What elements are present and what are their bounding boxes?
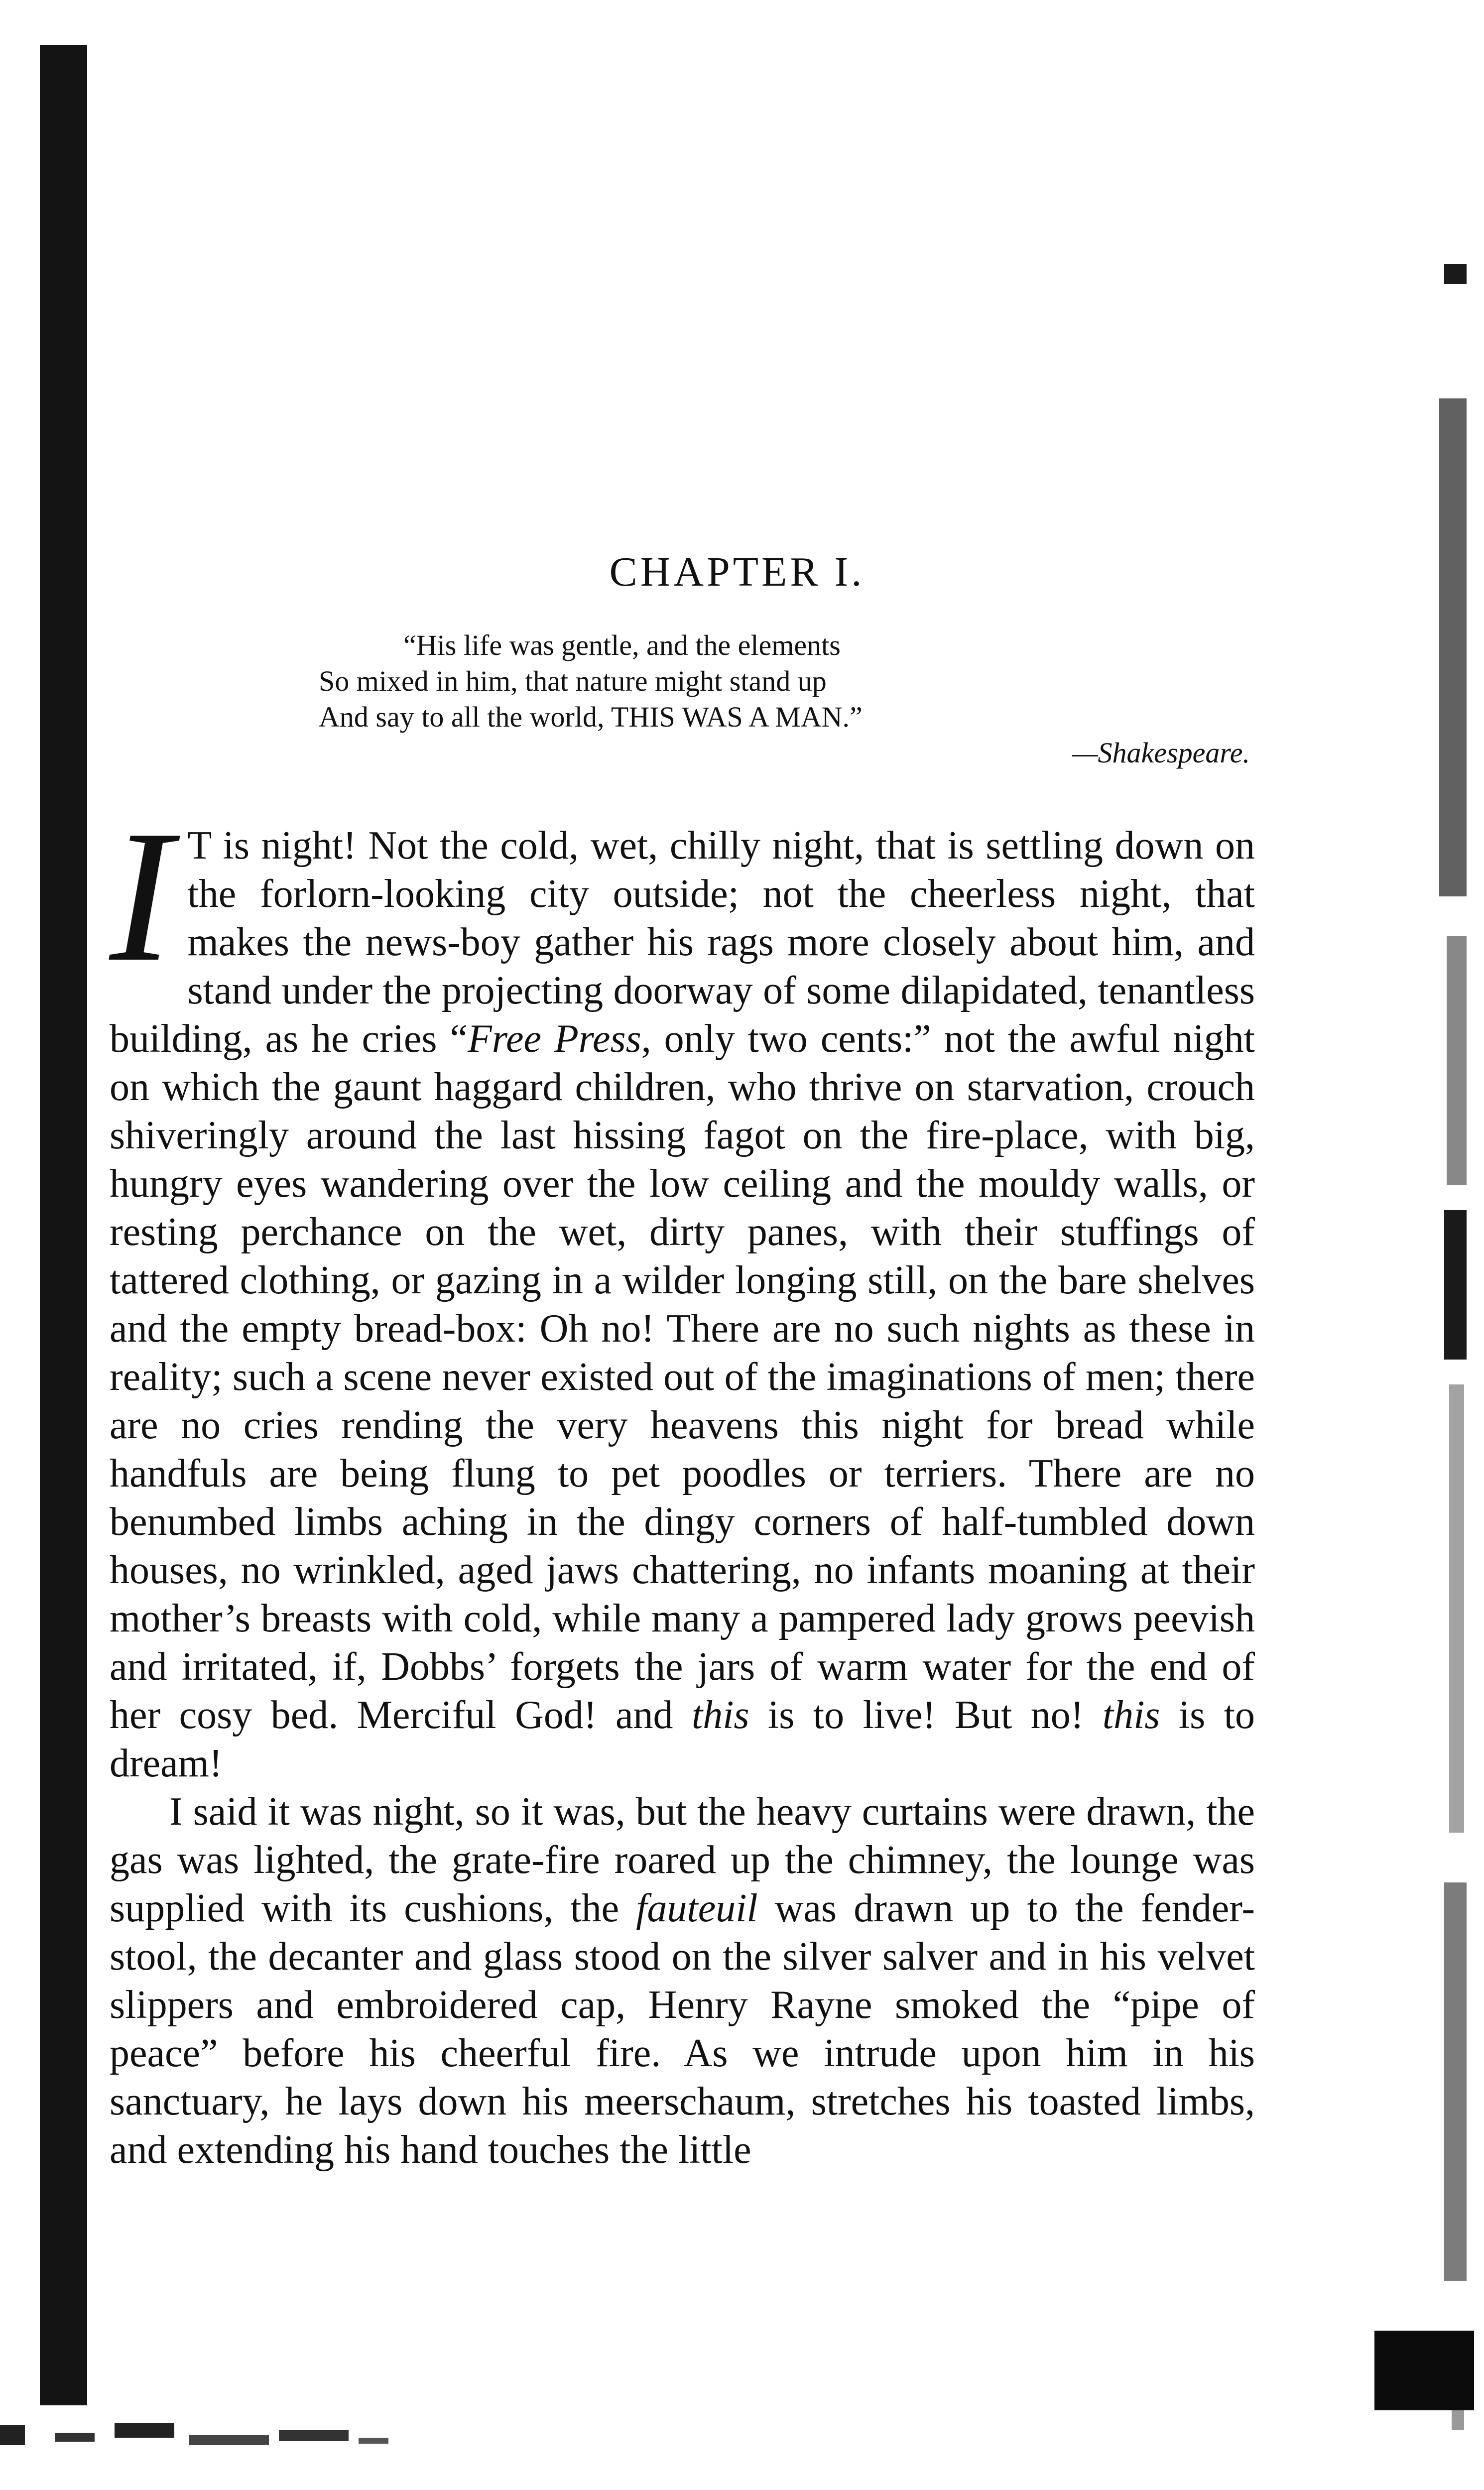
epigraph-line: And say to all the world, THIS WAS A MAN.” (319, 701, 863, 733)
paragraph (110, 791, 1255, 1788)
paragraph-text: is to live! But no! (749, 1693, 1103, 1737)
paragraph-text: I said it was night, so it was, but the heavy curtains were drawn, the gas was lighted, the grate-fire roared up the chimney, the lounge was supplied with its cushions, the (110, 1790, 1255, 1930)
scan-dark-corner (1374, 2331, 1474, 2410)
emphasis-text: Free Press (467, 1017, 641, 1061)
paragraph (110, 1788, 1255, 2174)
epigraph-line: “His life was gentle, and the elements (403, 629, 841, 661)
scan-noise-right-edge (1409, 189, 1474, 2490)
emphasis-text: this (691, 1693, 749, 1737)
chapter-title: CHAPTER I. (609, 549, 865, 595)
epigraph (319, 627, 1265, 771)
paragraph-text: T is night! Not the cold, wet, chilly night, that is settling down on the forlorn-looking city outside; not the cheerless night, that makes the news-boy gather his rags more closely about him, and stand under the projecting doorway of some dilapidated, tenantless building, as he cries “ (110, 824, 1255, 1061)
paragraph-text: is to dream! (110, 1693, 1255, 1785)
drop-cap: I (110, 791, 173, 1001)
chapter-body (110, 791, 1255, 2174)
paragraph-text: , only two cents:” not the awful night on which the gaunt haggard children, who thrive on starvation, crouch shiveringly around the last hissing fagot on the fire-place, with big, hungry eyes wandering over the low ceiling and the mouldy walls, or resting perchance on the wet, dirty panes, with their stuffings of tattered clothing, or gazing in a wilder longing still, on the bare shelves and the empty bread-box: Oh no! There are no such nights as these in reality; such a scene never existed out of the imaginations of men; there are no cries rending the very heavens this night for bread while handfuls are being flung to pet poodles or terriers. There are no benumbed limbs aching in the dingy corners of half-tumbled down houses, no wrinkled, aged jaws chattering, no infants moaning at their mother’s breasts with cold, while many a pampered lady grows peevish and irritated, if, Dobbs’ forgets the jars of warm water for the end of her cosy bed. Merciful God! and (110, 1017, 1255, 1737)
paragraph-text: was drawn up to the fender-stool, the decanter and glass stood on the silver salver and in his velvet slippers and embroidered cap, Henry Rayne smoked the “pipe of peace” before his cheerful fire. As we intrude upon him in his sanctuary, he lays down his meerschaum, stretches his toasted limbs, and extending his hand touches the little (110, 1886, 1255, 2172)
epigraph-line: So mixed in him, that nature might stand up (319, 665, 827, 697)
emphasis-text: fauteuil (636, 1886, 758, 1930)
epigraph-attribution: —Shakespeare. (1072, 737, 1250, 769)
emphasis-text: this (1102, 1693, 1160, 1737)
book-page (100, 0, 1374, 2490)
scan-binding-shadow (40, 45, 87, 2405)
